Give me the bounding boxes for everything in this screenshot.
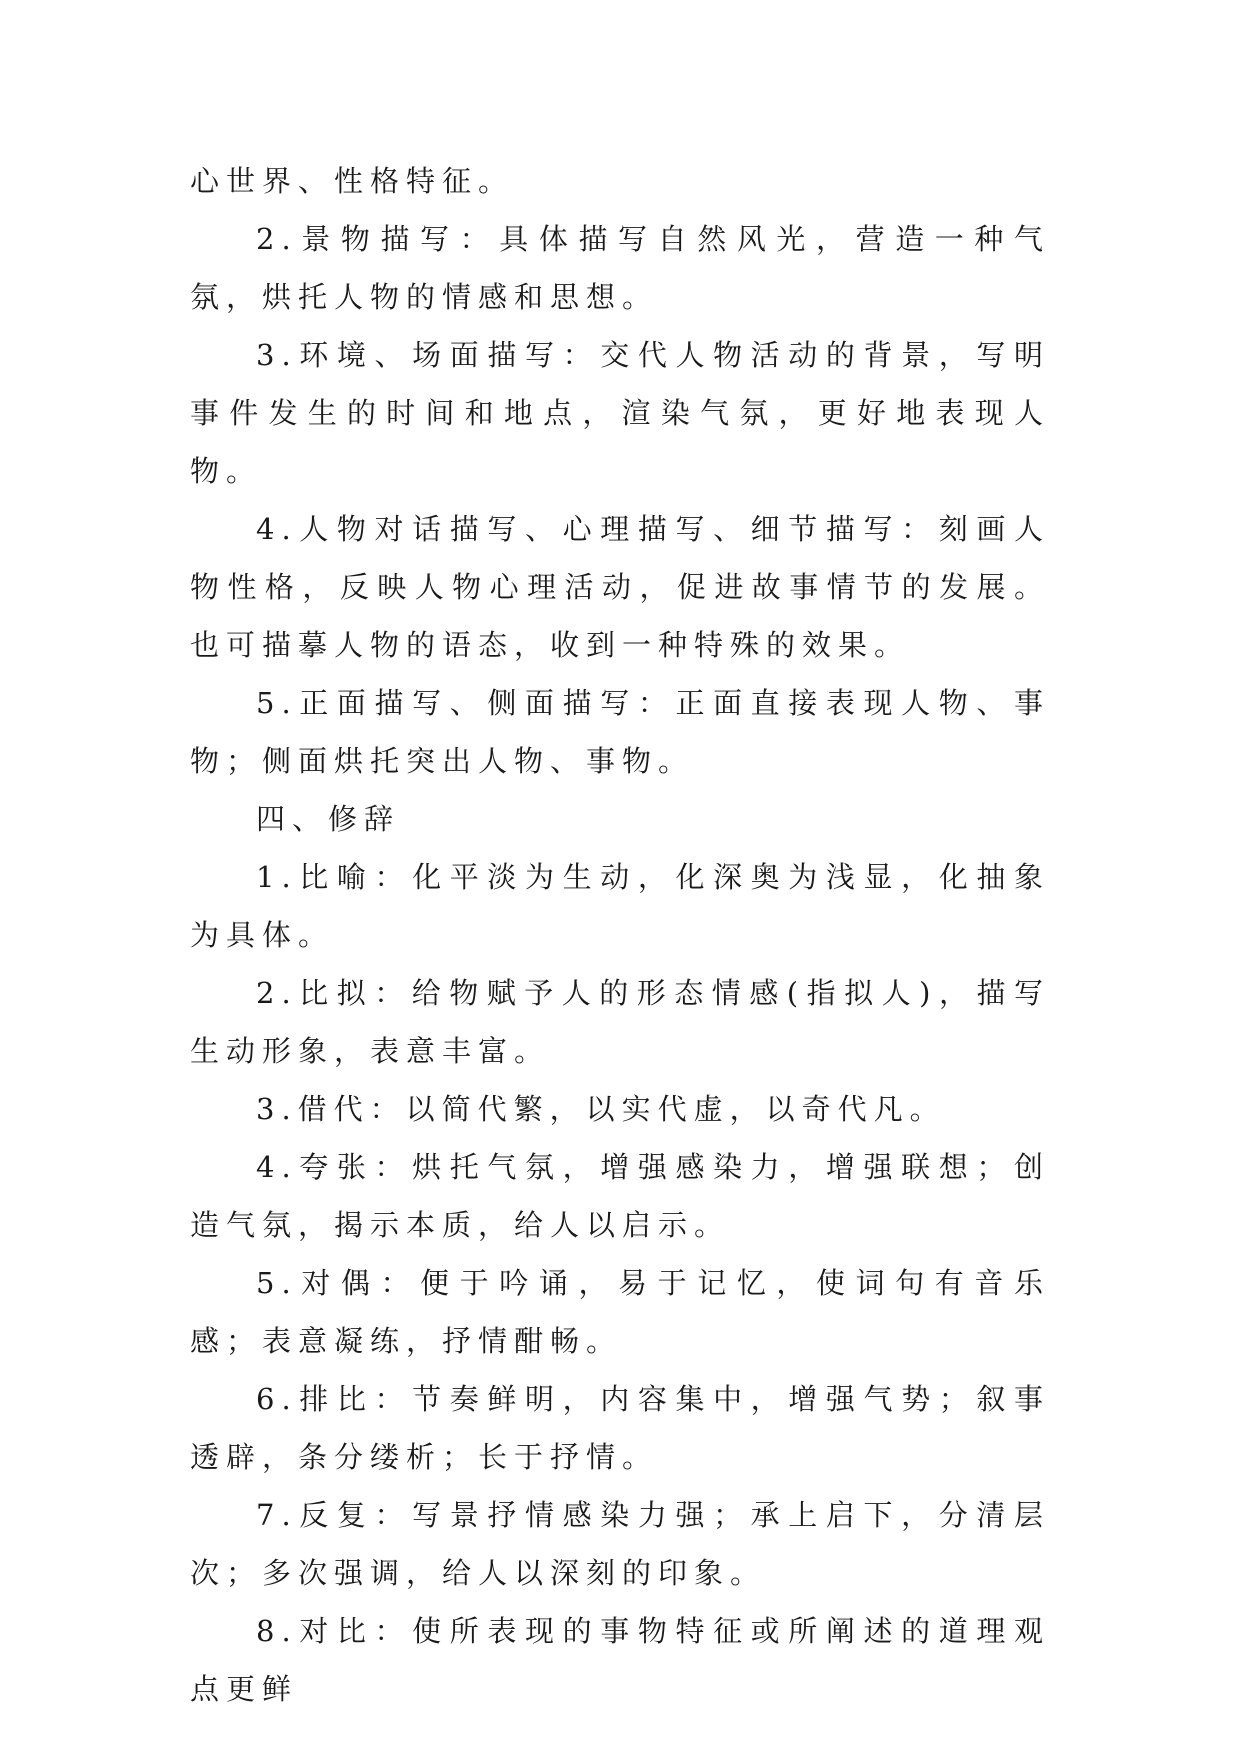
paragraph-scenery-description: 2.景物描写：具体描写自然风光，营造一种气氛，烘托人物的情感和思想。 [190, 222, 1050, 314]
paragraph-repetition: 7.反复：写景抒情感染力强；承上启下，分清层次；多次强调，给人以深刻的印象。 [190, 1498, 1050, 1590]
paragraph-metaphor: 1.比喻：化平淡为生动，化深奥为浅显，化抽象为具体。 [190, 860, 1050, 952]
paragraph-personification: 2.比拟：给物赋予人的形态情感(指拟人)，描写生动形象，表意丰富。 [190, 976, 1050, 1068]
paragraph-antithesis: 5.对偶：便于吟诵，易于记忆，使词句有音乐感；表意凝练，抒情酣畅。 [190, 1266, 1050, 1358]
paragraph-hyperbole: 4.夸张：烘托气氛，增强感染力，增强联想；创造气氛，揭示本质，给人以启示。 [190, 1150, 1050, 1242]
paragraph-continuation: 心世界、性格特征。 [190, 164, 515, 198]
paragraph-metonymy: 3.借代：以简代繁，以实代虚，以奇代凡。 [256, 1092, 946, 1126]
section-heading-rhetoric: 四、修辞 [256, 802, 401, 836]
document-body [190, 152, 1050, 1718]
paragraph-environment-description: 3.环境、场面描写：交代人物活动的背景，写明事件发生的时间和地点，渲染气氛，更好地表现人物。 [190, 338, 1050, 488]
paragraph-direct-indirect-description: 5.正面描写、侧面描写：正面直接表现人物、事物；侧面烘托突出人物、事物。 [190, 686, 1050, 778]
paragraph-dialogue-description: 4.人物对话描写、心理描写、细节描写：刻画人物性格，反映人物心理活动，促进故事情节的发展。也可描摹人物的语态，收到一种特殊的效果。 [190, 512, 1050, 662]
paragraph-contrast: 8.对比：使所表现的事物特征或所阐述的道理观点更鲜 [190, 1614, 1050, 1706]
paragraph-parallelism: 6.排比：节奏鲜明，内容集中，增强气势；叙事透辟，条分缕析；长于抒情。 [190, 1382, 1050, 1474]
